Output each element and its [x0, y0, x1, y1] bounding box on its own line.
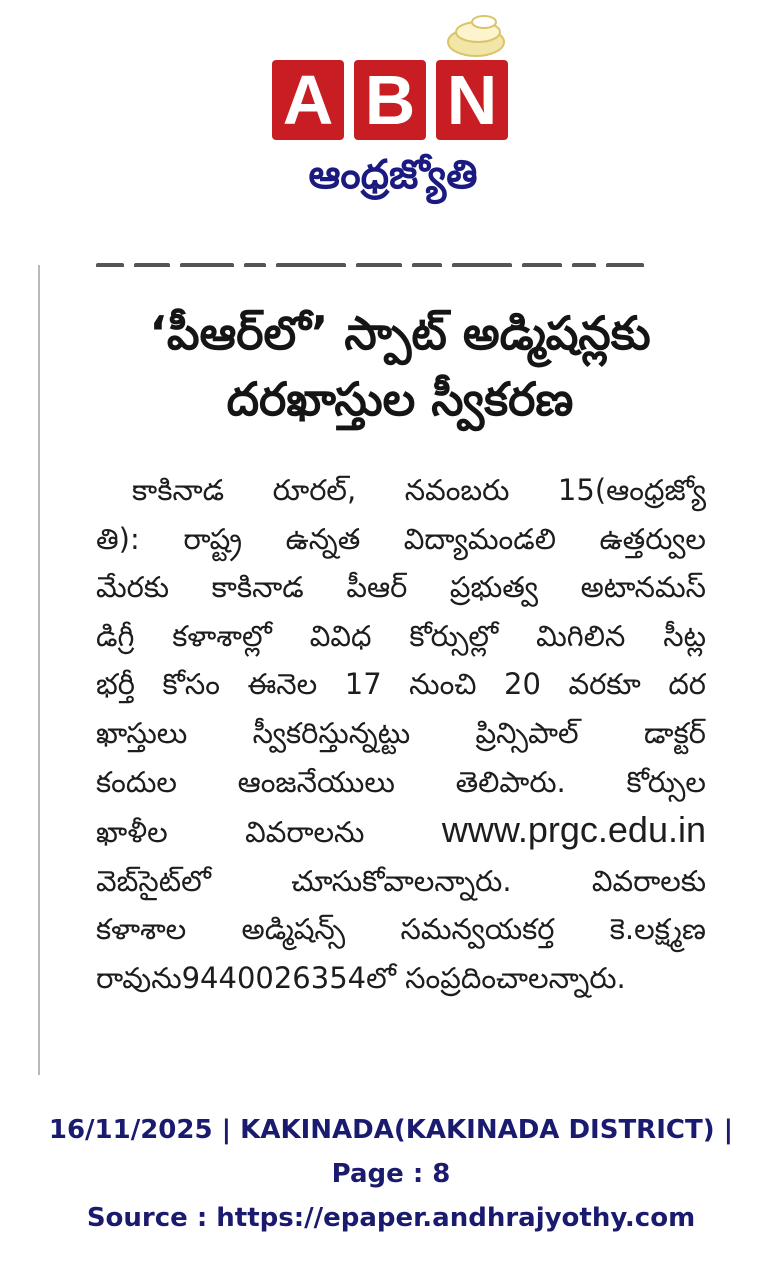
headline-line-2: దరఖాస్తుల స్వీకరణ: [226, 372, 574, 426]
body-line-7: కందుల ఆంజనేయులు తెలిపారు. కోర్సుల: [96, 764, 706, 799]
logo-globe-icon: [438, 12, 508, 60]
footer-source: Source : https://epaper.andhrajyothy.com: [86, 1203, 696, 1233]
logo-letter-b: B: [354, 60, 426, 140]
body-line-11: రావును9440026354లో సంప్రదించాలన్నారు.: [96, 960, 626, 995]
cropped-previous-line: [96, 253, 676, 267]
body-line-10: కళాశాల అడ్మిషన్స్‌ సమన్వయకర్త కె.లక్ష్మణ: [96, 912, 706, 947]
body-line-9: వెబ్‌సైట్‌లో చూసుకోవాలన్నారు. వివరాలకు: [96, 863, 706, 898]
body-line-3: మేరకు కాకినాడ పీఆర్‌ ప్రభుత్వ అటానమస్‌: [96, 570, 706, 605]
footer-date-location: 16/11/2025 | KAKINADA(KAKINADA DISTRICT) |: [48, 1115, 734, 1145]
source-footer: [0, 1108, 782, 1240]
column-rule: [38, 265, 40, 1075]
abn-andhrajyothy-logo: [262, 8, 522, 208]
body-line-8-text: ఖాళీల వివరాలను: [96, 815, 365, 850]
website-url: www.prgc.edu.in: [441, 809, 706, 851]
logo-subtitle: ఆంధ్రజ్యోతి: [308, 152, 478, 198]
body-line-4: డిగ్రీ కళాశాల్లో వివిధ కోర్సుల్లో మిగిలిన సీట్ల: [96, 618, 706, 653]
body-line-6: ఖాస్తులు స్వీకరిస్తున్నట్టు ప్రిన్సిపాల్‌ డాక్టర్‌: [96, 715, 706, 750]
body-line-2: తి): రాష్ట్ర ఉన్నత విద్యామండలి ఉత్తర్వుల: [96, 521, 706, 556]
article-headline: [60, 300, 740, 432]
logo-letter-a: A: [272, 60, 344, 140]
body-line-5: భర్తీ కోసం ఈనెల 17 నుంచి 20 వరకూ దర: [96, 667, 706, 702]
article-body: [96, 466, 706, 1003]
headline-line-1: ‘పీఆర్‌లో’ స్పాట్‌ అడ్మిషన్లకు: [149, 306, 651, 360]
footer-page: Page : 8: [331, 1159, 451, 1189]
body-line-1: కాకినాడ రూరల్‌, నవంబరు 15(ఆంధ్రజ్యో: [132, 473, 706, 507]
logo-letter-n: N: [436, 60, 508, 140]
body-line-8: [96, 806, 706, 857]
